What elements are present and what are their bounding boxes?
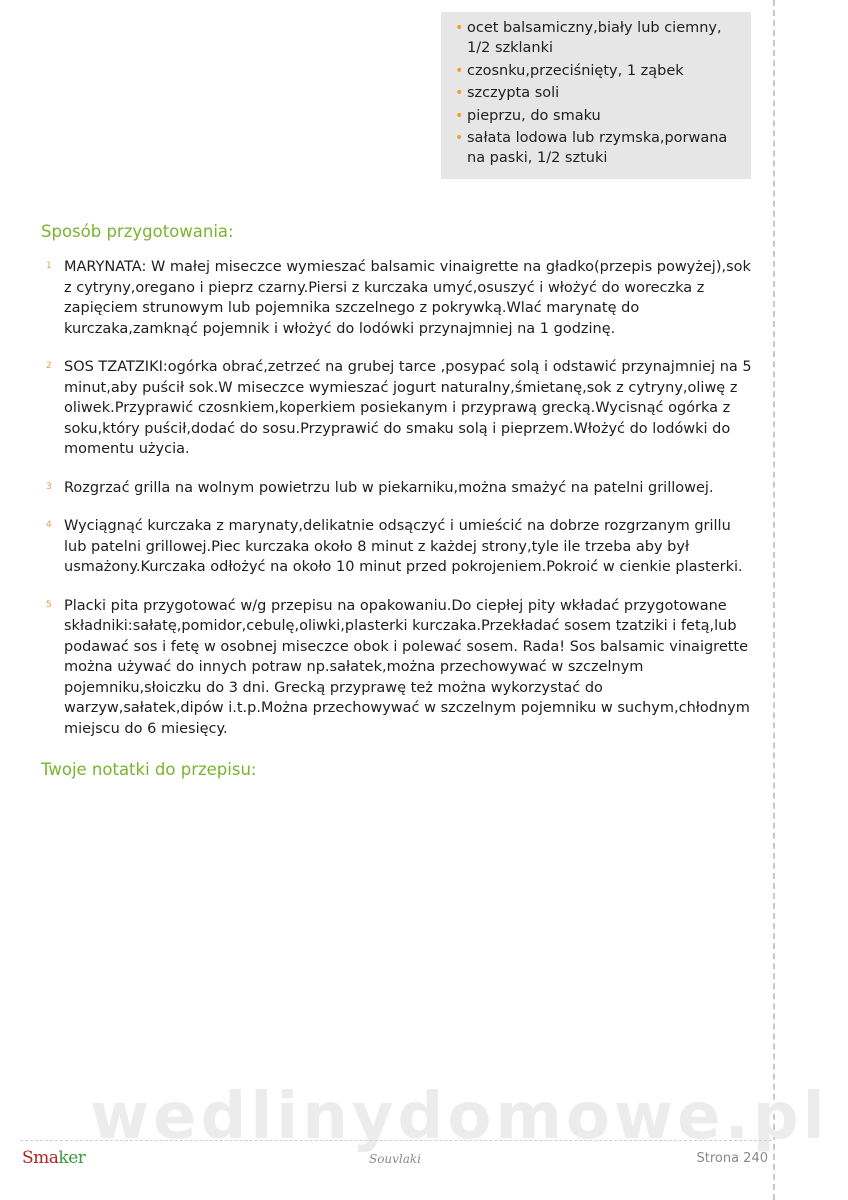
ingredient-item: • sałata lodowa lub rzymska,porwana na paski, 1/2 sztuki	[455, 130, 728, 166]
step-number: 4	[46, 520, 52, 530]
ingredients-box	[441, 12, 751, 179]
bullet-icon: •	[455, 107, 464, 124]
ingredients-list	[453, 18, 743, 168]
footer-divider	[20, 1140, 772, 1141]
ingredient-item: • ocet balsamiczny,biały lub ciemny, 1/2 szklanki	[455, 20, 722, 56]
step-text: MARYNATA: W małej miseczce wymieszać balsamic vinaigrette na gładko(przepis powyżej),sok z cytryny,oregano i pieprz czarny.Piersi z kurczaka umyć,osuszyć i włożyć do woreczka z zapięciem strunowym lub pojemnika szczelnego z pokrywką.Wlać marynatę do kurczaka,zamknąć pojemnik i włożyć do lodówki przynajmniej na 1 godzinę.	[64, 259, 751, 337]
smaker-logo: Smaker	[22, 1148, 86, 1168]
step-text: Rozgrzać grilla na wolnym powietrzu lub w piekarniku,można smażyć na patelni grillowej.	[64, 479, 714, 496]
watermark: wedlinydomowe.pl	[90, 1080, 829, 1154]
ingredient-item: • szczypta soli	[455, 85, 560, 101]
step-item	[41, 516, 753, 578]
step-number: 1	[46, 261, 52, 271]
bullet-icon: •	[455, 130, 464, 146]
step-text: Wyciągnąć kurczaka z marynaty,delikatnie odsączyć i umieścić na dobrze rozgrzanym grillu lub patelni grillowej.Piec kurczaka około 8 minut z każdej strony,tyle ile trzeba aby był usmażony.Kurczaka odłożyć na około 10 minut przed pokrojeniem.Pokroić w cienkie plasterki.	[64, 518, 743, 575]
step-item	[41, 257, 753, 339]
step-item	[41, 357, 753, 460]
page-number: Strona 240	[696, 1151, 768, 1166]
ingredient-item: • czosnku,przeciśnięty, 1 ząbek	[455, 62, 684, 79]
bullet-icon: •	[455, 62, 464, 79]
step-text: Placki pita przygotować w/g przepisu na opakowaniu.Do ciepłej pity wkładać przygotowane składniki:sałatę,pomidor,cebulę,oliwki,plasterki kurczaka.Przekładać sosem tzatziki i fetą,lub podawać sos i fetę w osobnej miseczce obok i polewać sosem. Rada! Sos balsamic vinaigrette można używać do innych potraw np.sałatek,można przechowywać w szczelnym pojemniku,słoiczku do 3 dni. Grecką przyprawę też można wykorzystać do warzyw,sałatek,dipów i.t.p.Można przechowywać w szczelnym pojemniku w suchym,chłodnym miejscu do 6 miesięcy.	[64, 597, 750, 737]
recipe-name: Souvlaki	[368, 1152, 422, 1166]
step-item	[41, 596, 753, 740]
step-number: 2	[46, 361, 52, 371]
ingredient-item: • pieprzu, do smaku	[455, 107, 601, 124]
notes-title: Twoje notatki do przepisu:	[41, 760, 257, 779]
step-number: 3	[46, 481, 52, 492]
page-border-dashed	[773, 0, 775, 1200]
bullet-icon: •	[455, 85, 464, 101]
step-text: SOS TZATZIKI:ogórka obrać,zetrzeć na grubej tarce ,posypać solą i odstawić przynajmniej na 5 minut,aby puścił sok.W miseczce wymieszać jogurt naturalny,śmietanę,sok z cytryny,oliwę z oliwek.Przyprawić czosnkiem,koperkiem posiekanym i przyprawą grecką.Wycisnąć ogórka z soku,który puścił,dodać do sosu.Przyprawić do smaku solą i pieprzem.Włożyć do lodówki do momentu użycia.	[64, 359, 752, 457]
method-title: Sposób przygotowania:	[41, 222, 234, 241]
method-steps	[41, 257, 753, 757]
bullet-icon: •	[455, 20, 464, 36]
step-item	[41, 478, 753, 499]
step-number: 5	[46, 599, 52, 610]
